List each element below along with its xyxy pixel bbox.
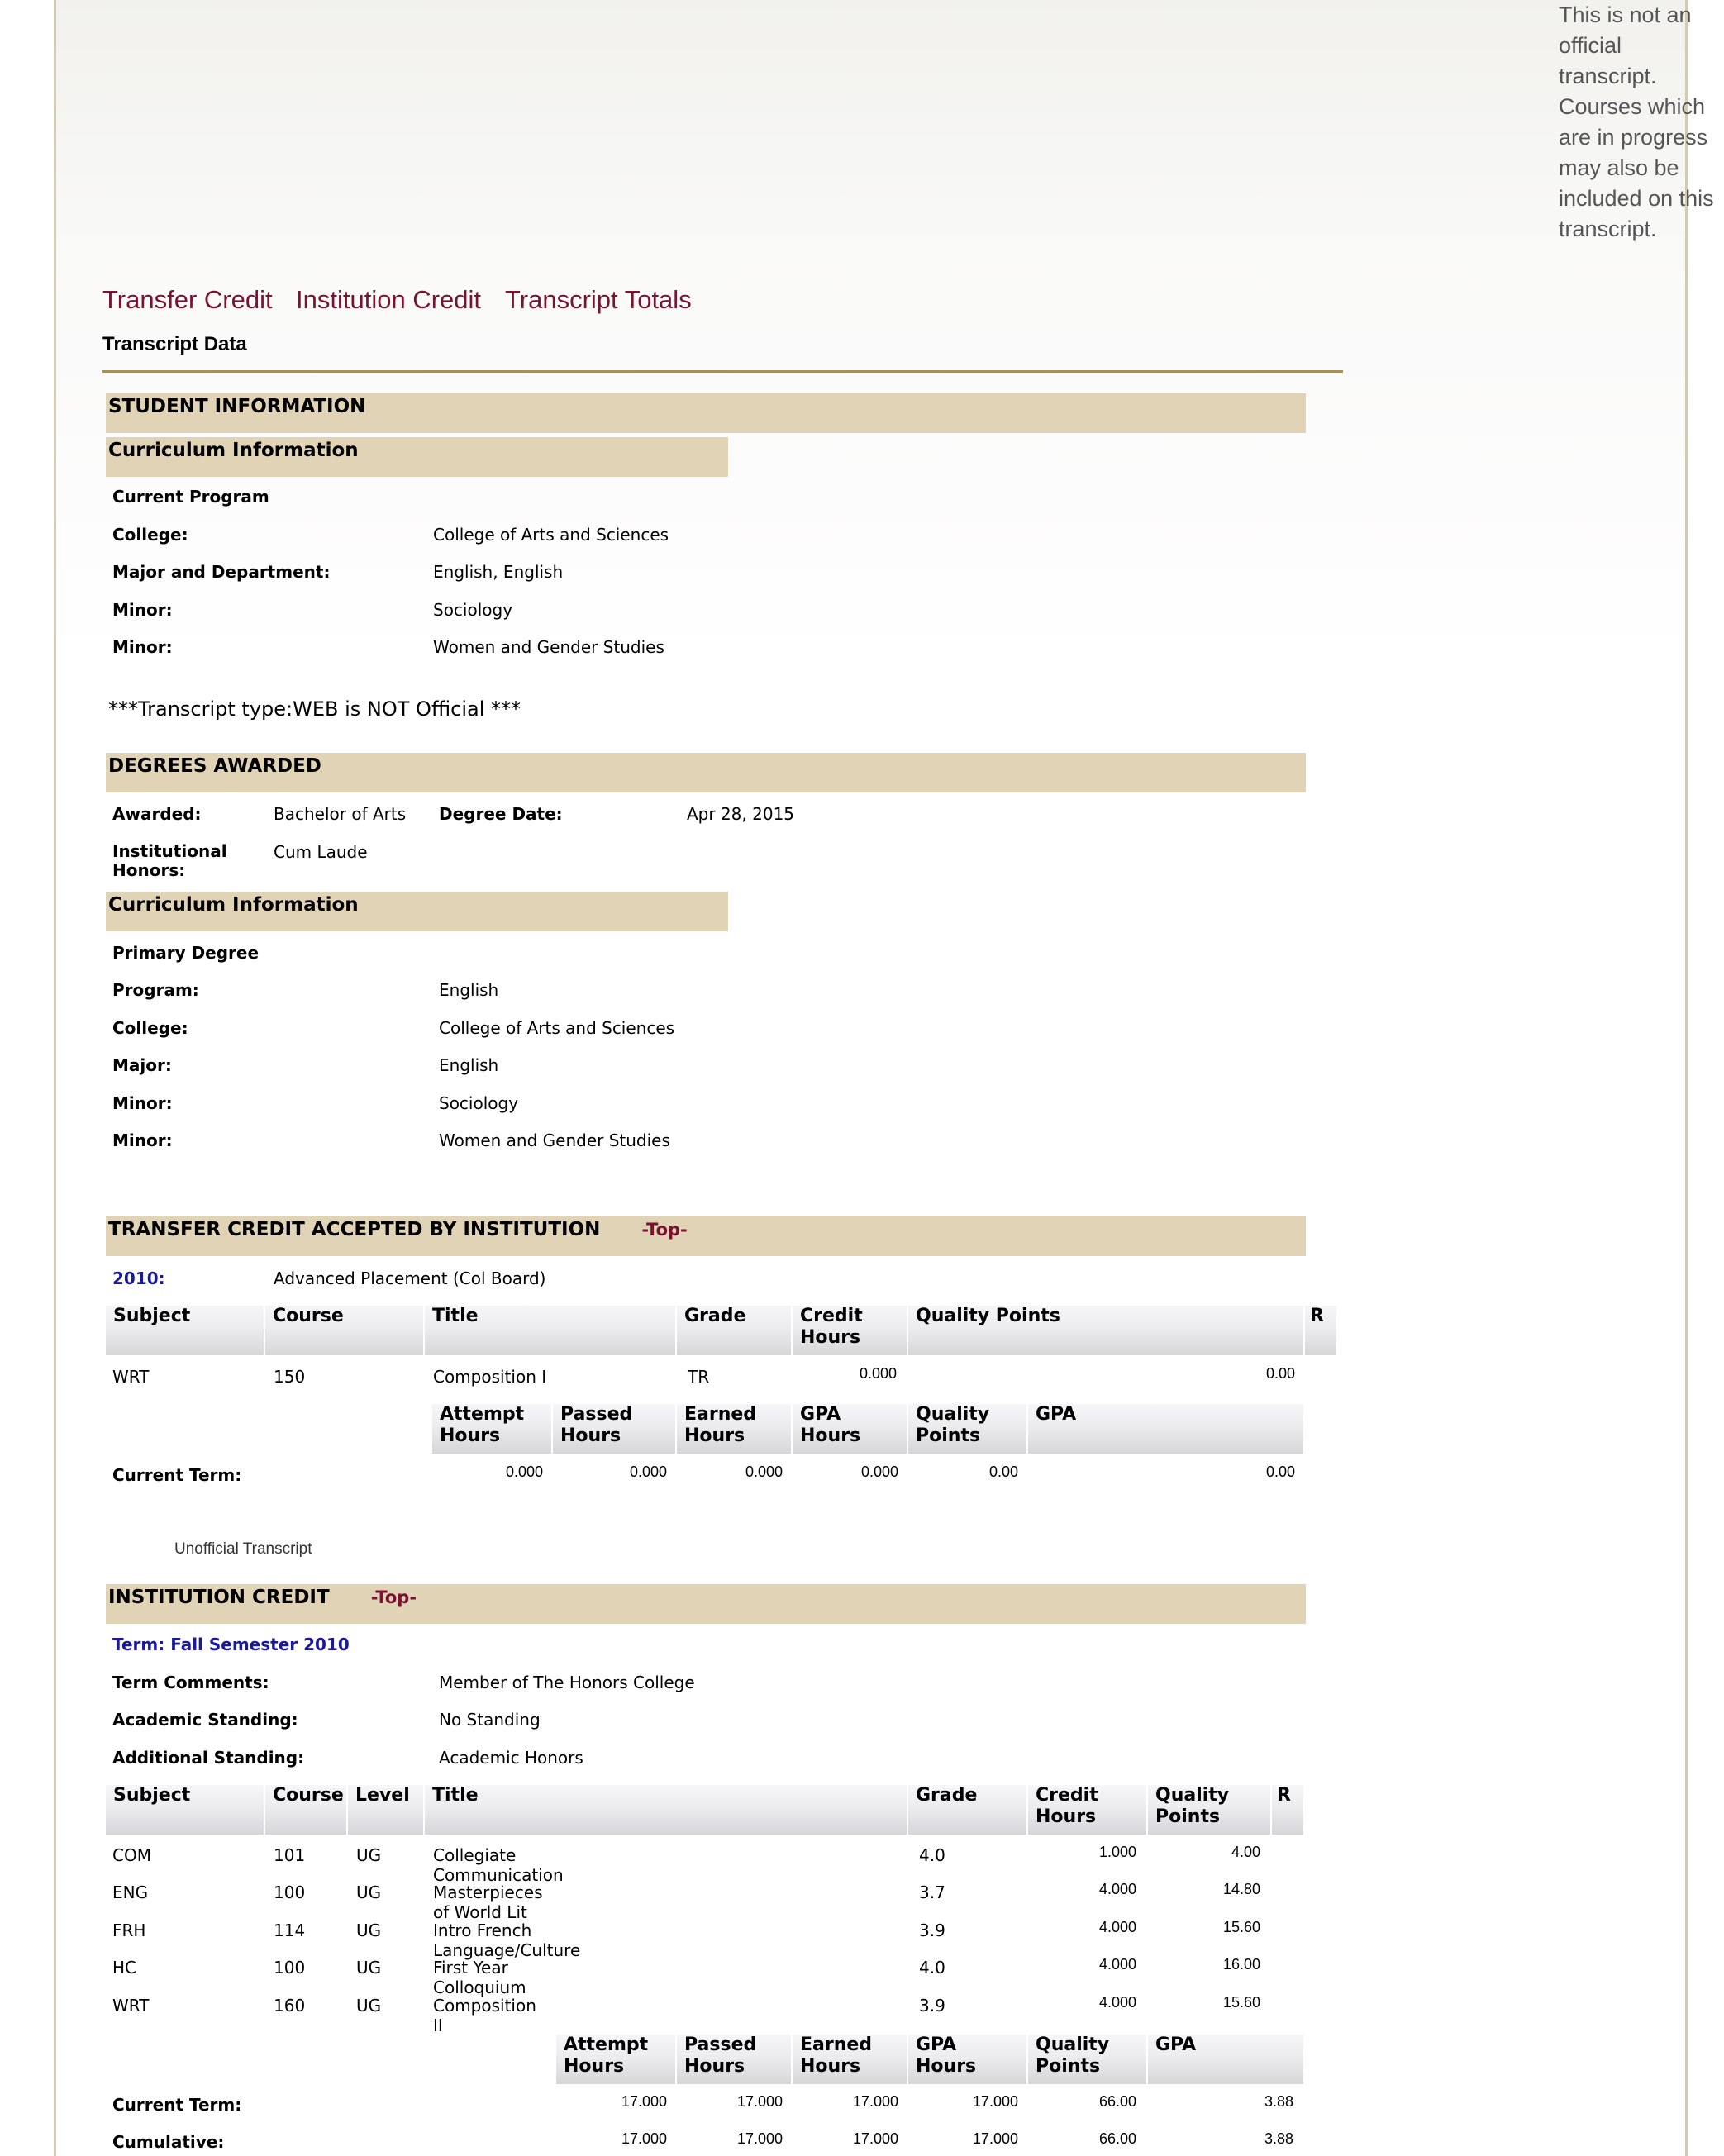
transfer-source: Advanced Placement (Col Board): [274, 1268, 546, 1288]
transcript-type-notice: ***Transcript type:WEB is NOT Official ***: [108, 697, 521, 721]
total-value: 17.000: [852, 2130, 898, 2147]
degree-label: Minor:: [112, 1130, 173, 1150]
info-value: Sociology: [433, 600, 513, 620]
totals-header-passed-hours: Passed Hours: [553, 1404, 675, 1454]
column-header-quality-points: Quality Points: [1148, 1785, 1270, 1835]
column-header-subject: Subject: [106, 1785, 264, 1835]
column-header-credit-hours: Credit Hours: [793, 1306, 907, 1355]
unofficial-transcript-note: Unofficial Transcript: [174, 1540, 312, 1558]
totals-header-attempt-hours: Attempt Hours: [556, 2035, 675, 2084]
degree-value: English: [439, 1055, 499, 1075]
column-header-subject: Subject: [106, 1306, 264, 1355]
course-credit: 4.000: [1098, 1881, 1136, 1897]
course-subject: COM: [112, 1845, 151, 1865]
course-grade: 3.9: [919, 1920, 945, 1940]
total-value: 66.00: [1098, 2093, 1136, 2110]
totals-header-gpa-hours: GPA Hours: [908, 2035, 1026, 2084]
transcript-page: [54, 0, 1714, 2156]
transfer-credit-heading: TRANSFER CREDIT ACCEPTED BY INSTITUTION: [108, 1219, 601, 1240]
course-title: Intro French Language/Culture: [433, 1920, 581, 1960]
total-value: 17.000: [736, 2130, 783, 2147]
column-header-course: Course: [265, 1306, 423, 1355]
primary-degree-label: Primary Degree: [112, 943, 260, 963]
totals-header-passed-hours: Passed Hours: [677, 2035, 791, 2084]
term-info-value: Academic Honors: [439, 1748, 583, 1768]
degree-date-value: Apr 28, 2015: [687, 804, 795, 824]
degree-date-label: Degree Date:: [439, 804, 563, 824]
nav-link-institution-credit[interactable]: Institution Credit: [296, 285, 481, 314]
transfer-credit-header: [106, 1216, 1306, 1256]
degrees-awarded-header: DEGREES AWARDED: [106, 753, 1306, 792]
curriculum-information-header: Curriculum Information: [106, 892, 728, 931]
total-value: 0.000: [629, 1464, 667, 1480]
institutional-honors-value: Cum Laude: [274, 842, 368, 862]
course-credit: 4.000: [1098, 1956, 1136, 1973]
total-value: 3.88: [1264, 2130, 1293, 2147]
page-title: Transcript Data: [102, 333, 247, 355]
transfer-course-number: 150: [274, 1367, 306, 1387]
total-value: 17.000: [852, 2093, 898, 2110]
degree-label: Major:: [112, 1055, 172, 1075]
transfer-course-title: Composition I: [433, 1367, 547, 1387]
totals-header-earned-hours: Earned Hours: [677, 1404, 791, 1454]
term-info-value: No Standing: [439, 1710, 541, 1730]
transfer-course-subject: WRT: [112, 1367, 150, 1387]
info-value: College of Arts and Sciences: [433, 525, 669, 545]
total-value: 66.00: [1098, 2130, 1136, 2147]
cumulative-label: Cumulative:: [112, 2132, 225, 2152]
course-quality: 16.00: [1222, 1956, 1260, 1973]
course-quality: 14.80: [1222, 1881, 1260, 1897]
total-value: 17.000: [972, 2130, 1018, 2147]
column-header-title: Title: [425, 1306, 675, 1355]
column-header-level: Level: [348, 1785, 423, 1835]
degree-value: English: [439, 980, 499, 1000]
institution-credit-heading: INSTITUTION CREDIT: [108, 1587, 330, 1608]
transfer-course-quality: 0.00: [1265, 1365, 1295, 1382]
column-header-grade: Grade: [908, 1785, 1026, 1835]
course-grade: 4.0: [919, 1845, 945, 1865]
course-subject: WRT: [112, 1996, 150, 2016]
total-value: 0.000: [745, 1464, 783, 1480]
course-number: 100: [274, 1958, 306, 1978]
disclaimer-note: This is not an official transcript. Courses which are in progress may also be included on this transcript.: [1559, 2, 1714, 241]
degree-label: Minor:: [112, 1093, 173, 1113]
course-level: UG: [356, 1882, 382, 1902]
degree-value: College of Arts and Sciences: [439, 1018, 675, 1038]
totals-header-attempt-hours: Attempt Hours: [432, 1404, 551, 1454]
course-grade: 4.0: [919, 1958, 945, 1978]
nav-link-transfer-credit[interactable]: Transfer Credit: [102, 285, 273, 314]
transfer-year: 2010:: [112, 1268, 165, 1288]
term-info-label: Academic Standing:: [112, 1710, 298, 1730]
course-number: 101: [274, 1845, 306, 1865]
column-header-r: R: [1305, 1306, 1336, 1355]
degree-value: Women and Gender Studies: [439, 1130, 670, 1150]
awarded-value: Bachelor of Arts: [274, 804, 407, 824]
totals-header-quality-points: Quality Points: [1028, 2035, 1146, 2084]
course-title: Collegiate Communication: [433, 1845, 564, 1885]
course-subject: ENG: [112, 1882, 149, 1902]
column-header-r: R: [1272, 1785, 1303, 1835]
total-value: 17.000: [972, 2093, 1018, 2110]
institution-credit-header: [106, 1584, 1306, 1624]
column-header-credit-hours: Credit Hours: [1028, 1785, 1146, 1835]
top-link[interactable]: -Top-: [641, 1220, 688, 1240]
term-info-label: Additional Standing:: [112, 1748, 305, 1768]
course-level: UG: [356, 1920, 382, 1940]
totals-header-gpa: GPA: [1028, 1404, 1303, 1454]
info-label: Major and Department:: [112, 562, 331, 582]
curriculum-information-header: Curriculum Information: [106, 437, 728, 477]
nav-link-transcript-totals[interactable]: Transcript Totals: [505, 285, 692, 314]
total-value: 17.000: [621, 2093, 667, 2110]
current-term-label: Current Term:: [112, 2095, 242, 2115]
course-subject: FRH: [112, 1920, 146, 1940]
current-program-label: Current Program: [112, 487, 269, 507]
course-number: 160: [274, 1996, 306, 2016]
course-quality: 15.60: [1222, 1919, 1260, 1935]
course-quality: 15.60: [1222, 1994, 1260, 2011]
awarded-label: Awarded:: [112, 804, 202, 824]
course-number: 100: [274, 1882, 306, 1902]
course-subject: HC: [112, 1958, 137, 1978]
info-label: College:: [112, 525, 188, 545]
term-info-label: Term Comments:: [112, 1673, 269, 1692]
total-value: 3.88: [1264, 2093, 1293, 2110]
course-grade: 3.9: [919, 1996, 945, 2016]
term-info-value: Member of The Honors College: [439, 1673, 695, 1692]
column-header-course: Course: [265, 1785, 346, 1835]
totals-header-quality-points: Quality Points: [908, 1404, 1026, 1454]
transfer-course-credit: 0.000: [859, 1365, 897, 1382]
column-header-title: Title: [425, 1785, 907, 1835]
total-value: 17.000: [736, 2093, 783, 2110]
course-credit: 4.000: [1098, 1919, 1136, 1935]
course-credit: 4.000: [1098, 1994, 1136, 2011]
course-title: Composition II: [433, 1996, 536, 2035]
info-label: Minor:: [112, 600, 173, 620]
current-term-label: Current Term:: [112, 1465, 242, 1485]
top-link[interactable]: -Top-: [370, 1587, 417, 1607]
student-information-header: STUDENT INFORMATION: [106, 393, 1306, 433]
degree-label: College:: [112, 1018, 188, 1038]
course-level: UG: [356, 1996, 382, 2016]
column-header-quality-points: Quality Points: [908, 1306, 1303, 1355]
institutional-honors-label: Institutional Honors:: [112, 841, 227, 880]
course-quality: 4.00: [1231, 1844, 1260, 1860]
course-credit: 1.000: [1098, 1844, 1136, 1860]
title-divider: [102, 370, 1343, 373]
totals-header-earned-hours: Earned Hours: [793, 2035, 907, 2084]
degree-label: Program:: [112, 980, 199, 1000]
total-value: 17.000: [621, 2130, 667, 2147]
course-level: UG: [356, 1845, 382, 1865]
course-level: UG: [356, 1958, 382, 1978]
term-heading: Term: Fall Semester 2010: [112, 1635, 350, 1654]
total-value: 0.00: [988, 1464, 1018, 1480]
course-title: Masterpieces of World Lit: [433, 1882, 543, 1922]
course-title: First Year Colloquium: [433, 1958, 526, 1997]
transfer-course-grade: TR: [688, 1367, 710, 1387]
info-value: English, English: [433, 562, 564, 582]
total-value: 0.00: [1265, 1464, 1295, 1480]
degree-value: Sociology: [439, 1093, 519, 1113]
totals-header-gpa-hours: GPA Hours: [793, 1404, 907, 1454]
info-value: Women and Gender Studies: [433, 637, 664, 657]
course-number: 114: [274, 1920, 306, 1940]
column-header-grade: Grade: [677, 1306, 791, 1355]
course-grade: 3.7: [919, 1882, 945, 1902]
total-value: 0.000: [860, 1464, 898, 1480]
info-label: Minor:: [112, 637, 173, 657]
total-value: 0.000: [505, 1464, 543, 1480]
totals-header-gpa: GPA: [1148, 2035, 1303, 2084]
